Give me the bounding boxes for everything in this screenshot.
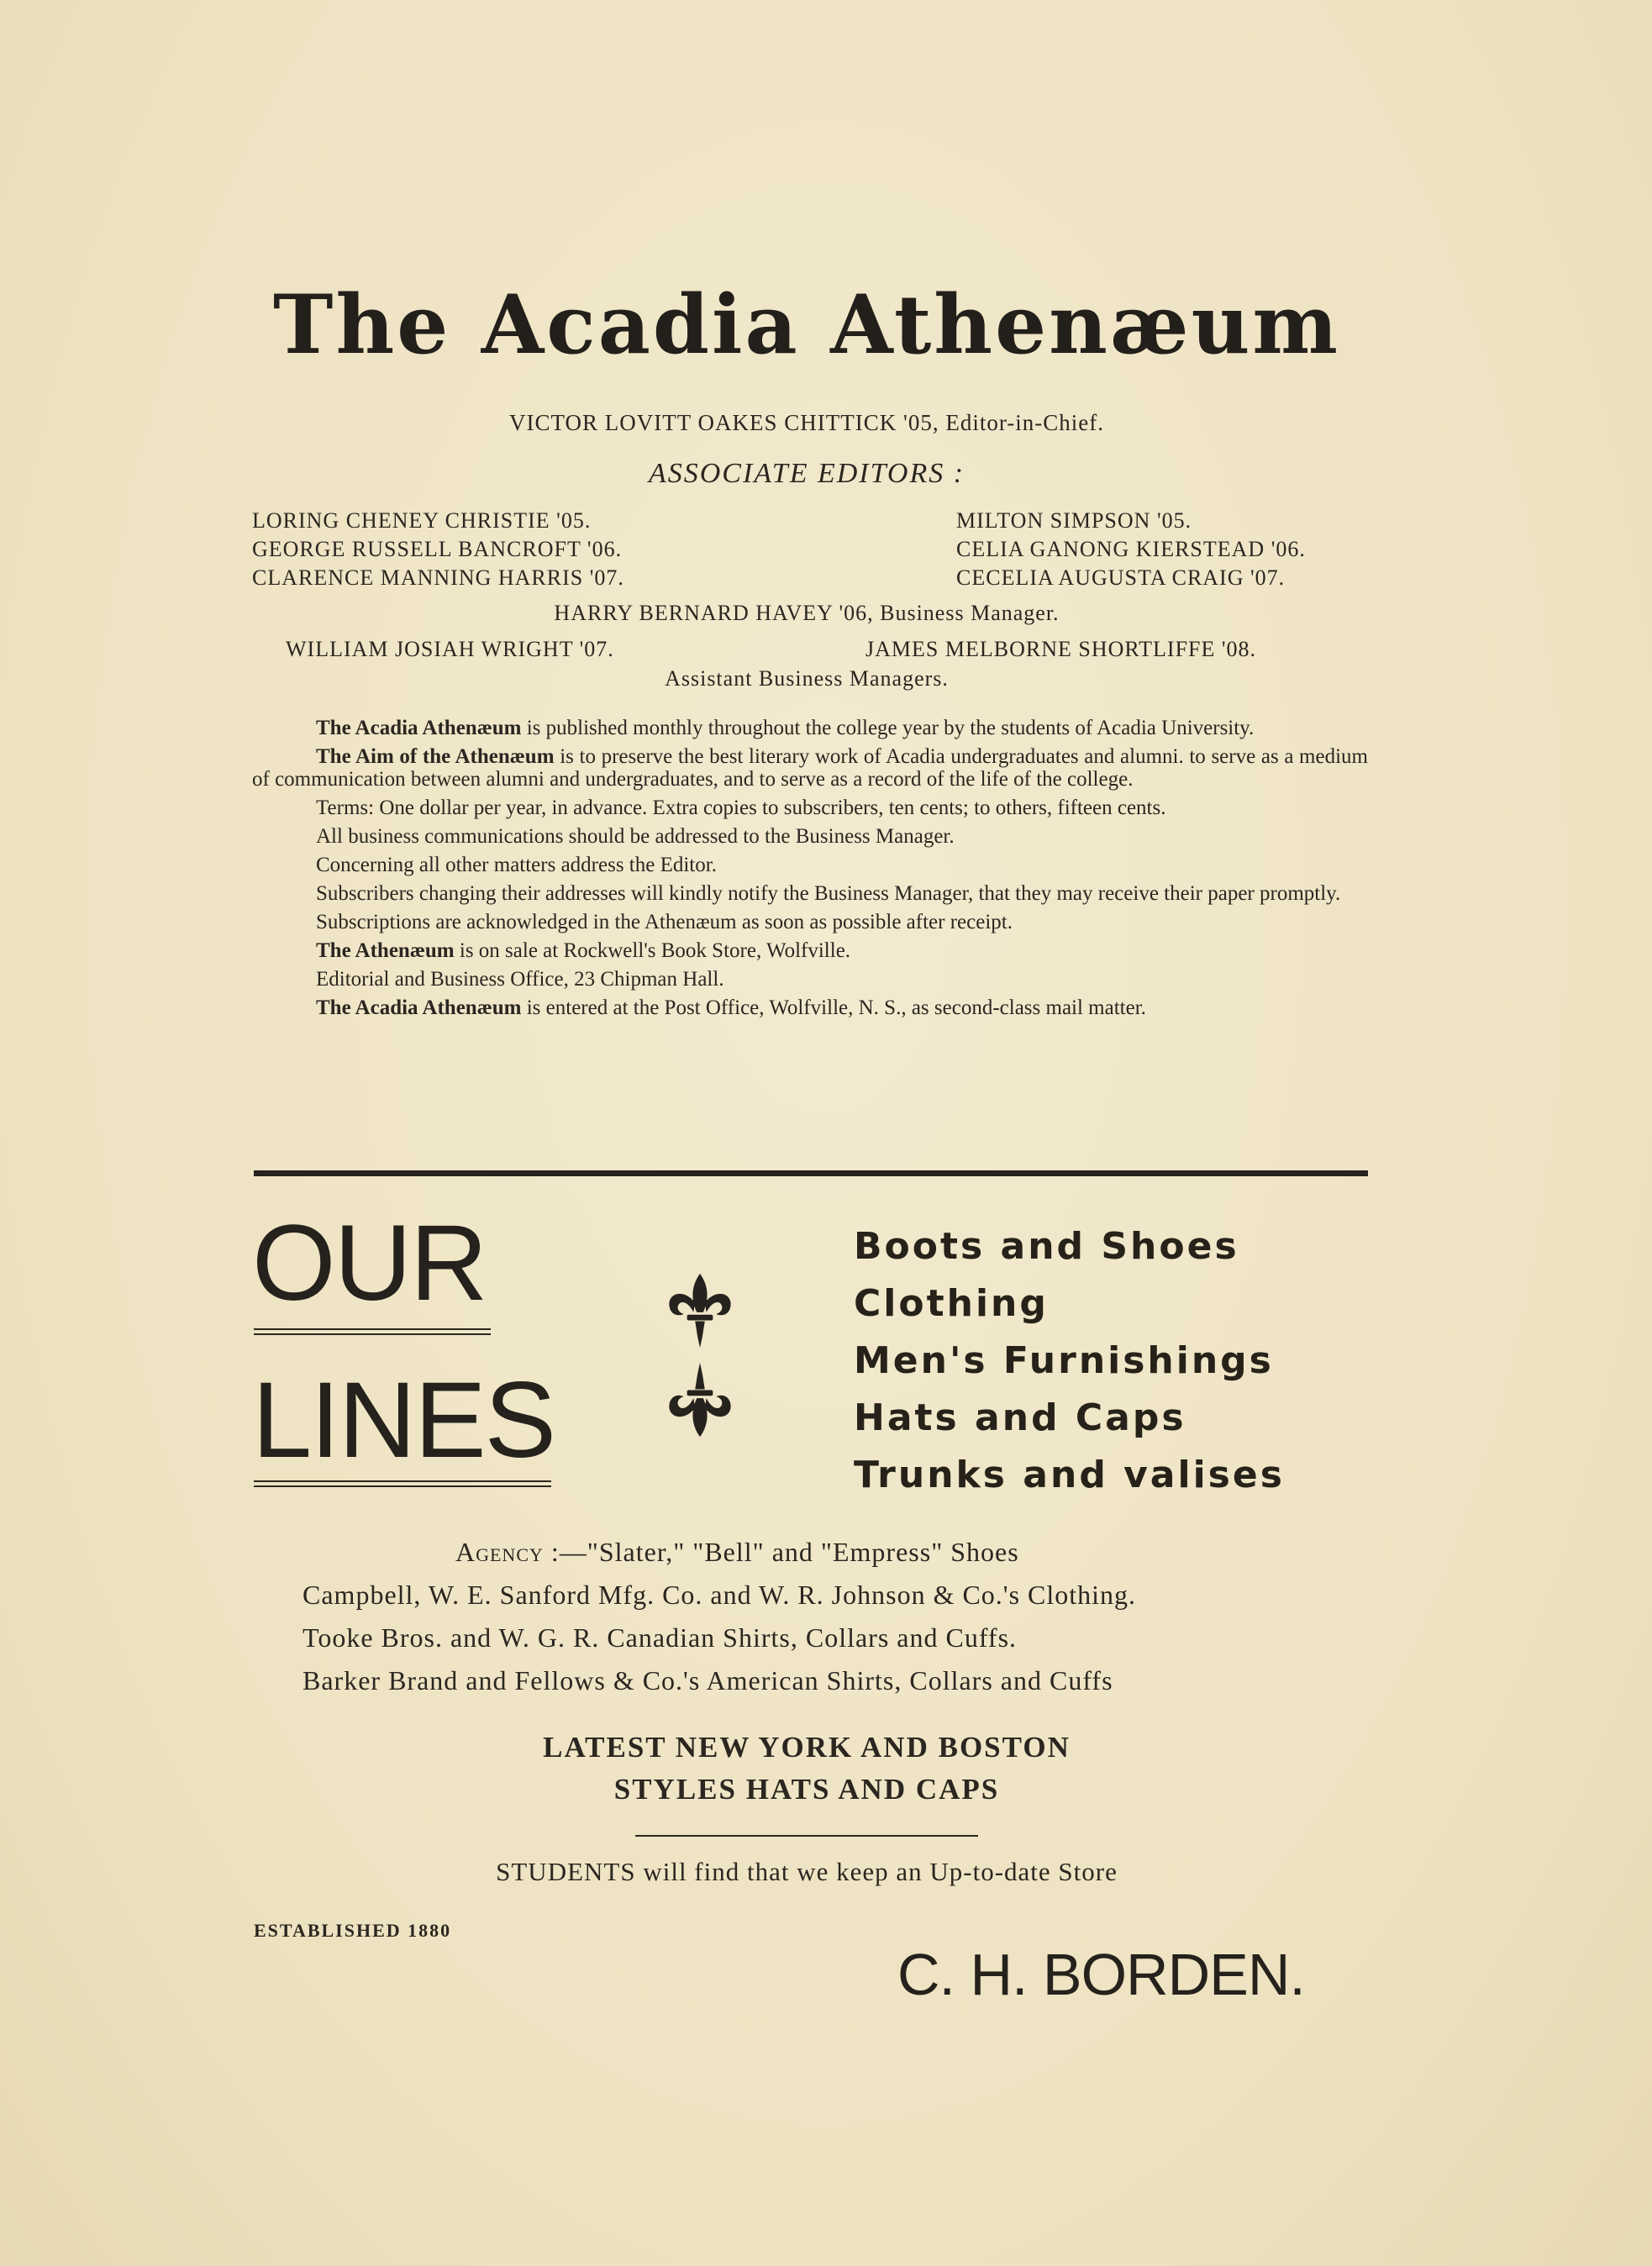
notice-paragraph: The Acadia Athenæum is entered at the Post Office, Wolfville, N. S., as second-class mail matter. [316,996,1146,1019]
latest-line: LATEST NEW YORK AND BOSTON [543,1731,1071,1764]
notice-paragraph: Subscribers changing their addresses will kindly notify the Business Manager, that they may receive their paper promptly. [316,882,1341,905]
publication-notices [252,717,1368,1025]
agency-block [303,1531,1395,1702]
assistant-business-manager: JAMES MELBORNE SHORTLIFFE '08. [865,637,1257,661]
masthead-title: The Acadia Athenæum [273,277,1340,372]
notice-paragraph: The Athenæum is on sale at Rockwell's Book Store, Wolfville. [316,939,851,962]
agency-line: Barker Brand and Fellows & Co.'s American Shirts, Collars and Cuffs [303,1665,1113,1696]
double-rule [254,1480,551,1487]
goods-item: Hats and Caps [854,1396,1186,1439]
students-line: STUDENTS will find that we keep an Up-to-date Store [496,1857,1118,1886]
associate-editor: MILTON SIMPSON '05. [956,508,1192,533]
assistant-business-manager: WILLIAM JOSIAH WRIGHT '07. [286,637,614,661]
notice-paragraph: Concerning all other matters address the Editor. [316,854,717,876]
editor-in-chief: VICTOR LOVITT OAKES CHITTICK '05, Editor-in-Chief. [508,410,1104,435]
notice-paragraph: The Acadia Athenæum is published monthly throughout the college year by the students of Acadia University. [316,717,1255,739]
agency-line: Agency :—"Slater," "Bell" and "Empress" Shoes [455,1537,1019,1567]
goods-item: Clothing [854,1282,1049,1325]
notice-paragraph: The Aim of the Athenæum is to preserve the best literary work of Acadia undergraduates and alumni. to serve as a medium of communication between alumni and undergraduates, and to serve as a record of the life of the college. [252,745,1368,791]
notice-paragraph: All business communications should be addressed to the Business Manager. [316,825,955,848]
associate-editor: CECELIA AUGUSTA CRAIG '07. [956,565,1286,590]
associate-editor: GEORGE RUSSELL BANCROFT '06. [252,537,623,561]
double-rule [254,1328,491,1335]
section-divider [254,1170,1368,1176]
fleur-de-lis-icon [660,1359,740,1440]
goods-item: Boots and Shoes [854,1225,1239,1268]
business-manager: HARRY BERNARD HAVEY '06, Business Manager. [554,601,1060,625]
associate-editor: CELIA GANONG KIERSTEAD '06. [956,537,1306,561]
associate-editors-left [252,507,790,592]
agency-label: Agency [455,1537,544,1567]
proprietor-name: C. H. BORDEN. [897,1942,1305,2007]
notice-paragraph: Terms: One dollar per year, in advance. Extra copies to subscribers, ten cents; to others, fifteen cents. [316,797,1166,819]
goods-list [854,1218,1285,1504]
latest-line: STYLES HATS AND CAPS [613,1773,1000,1806]
latest-styles [252,1727,1361,1811]
goods-item: Men's Furnishings [854,1339,1274,1382]
notice-paragraph: Subscriptions are acknowledged in the Athenæum as soon as possible after receipt. [316,911,1013,933]
established-year: ESTABLISHED 1880 [254,1920,452,1941]
agency-line: Tooke Bros. and W. G. R. Canadian Shirts, Collars and Cuffs. [303,1622,1018,1653]
associate-editors-right [956,507,1393,592]
notice-paragraph: Editorial and Business Office, 23 Chipman Hall. [316,968,724,991]
associate-editor: LORING CHENEY CHRISTIE '05. [252,508,592,533]
agency-line: Campbell, W. E. Sanford Mfg. Co. and W. R. Johnson & Co.'s Clothing. [303,1580,1137,1610]
associate-editor: CLARENCE MANNING HARRIS '07. [252,565,624,590]
advert-word-our: OUR [252,1203,487,1323]
goods-item: Trunks and valises [854,1454,1285,1496]
short-divider [635,1835,978,1837]
assistant-business-managers-caption: Assistant Business Managers. [665,666,949,691]
associate-editors-heading: ASSOCIATE EDITORS : [648,458,965,489]
fleur-de-lis-icon [660,1270,740,1351]
advert-word-lines: LINES [252,1360,555,1480]
